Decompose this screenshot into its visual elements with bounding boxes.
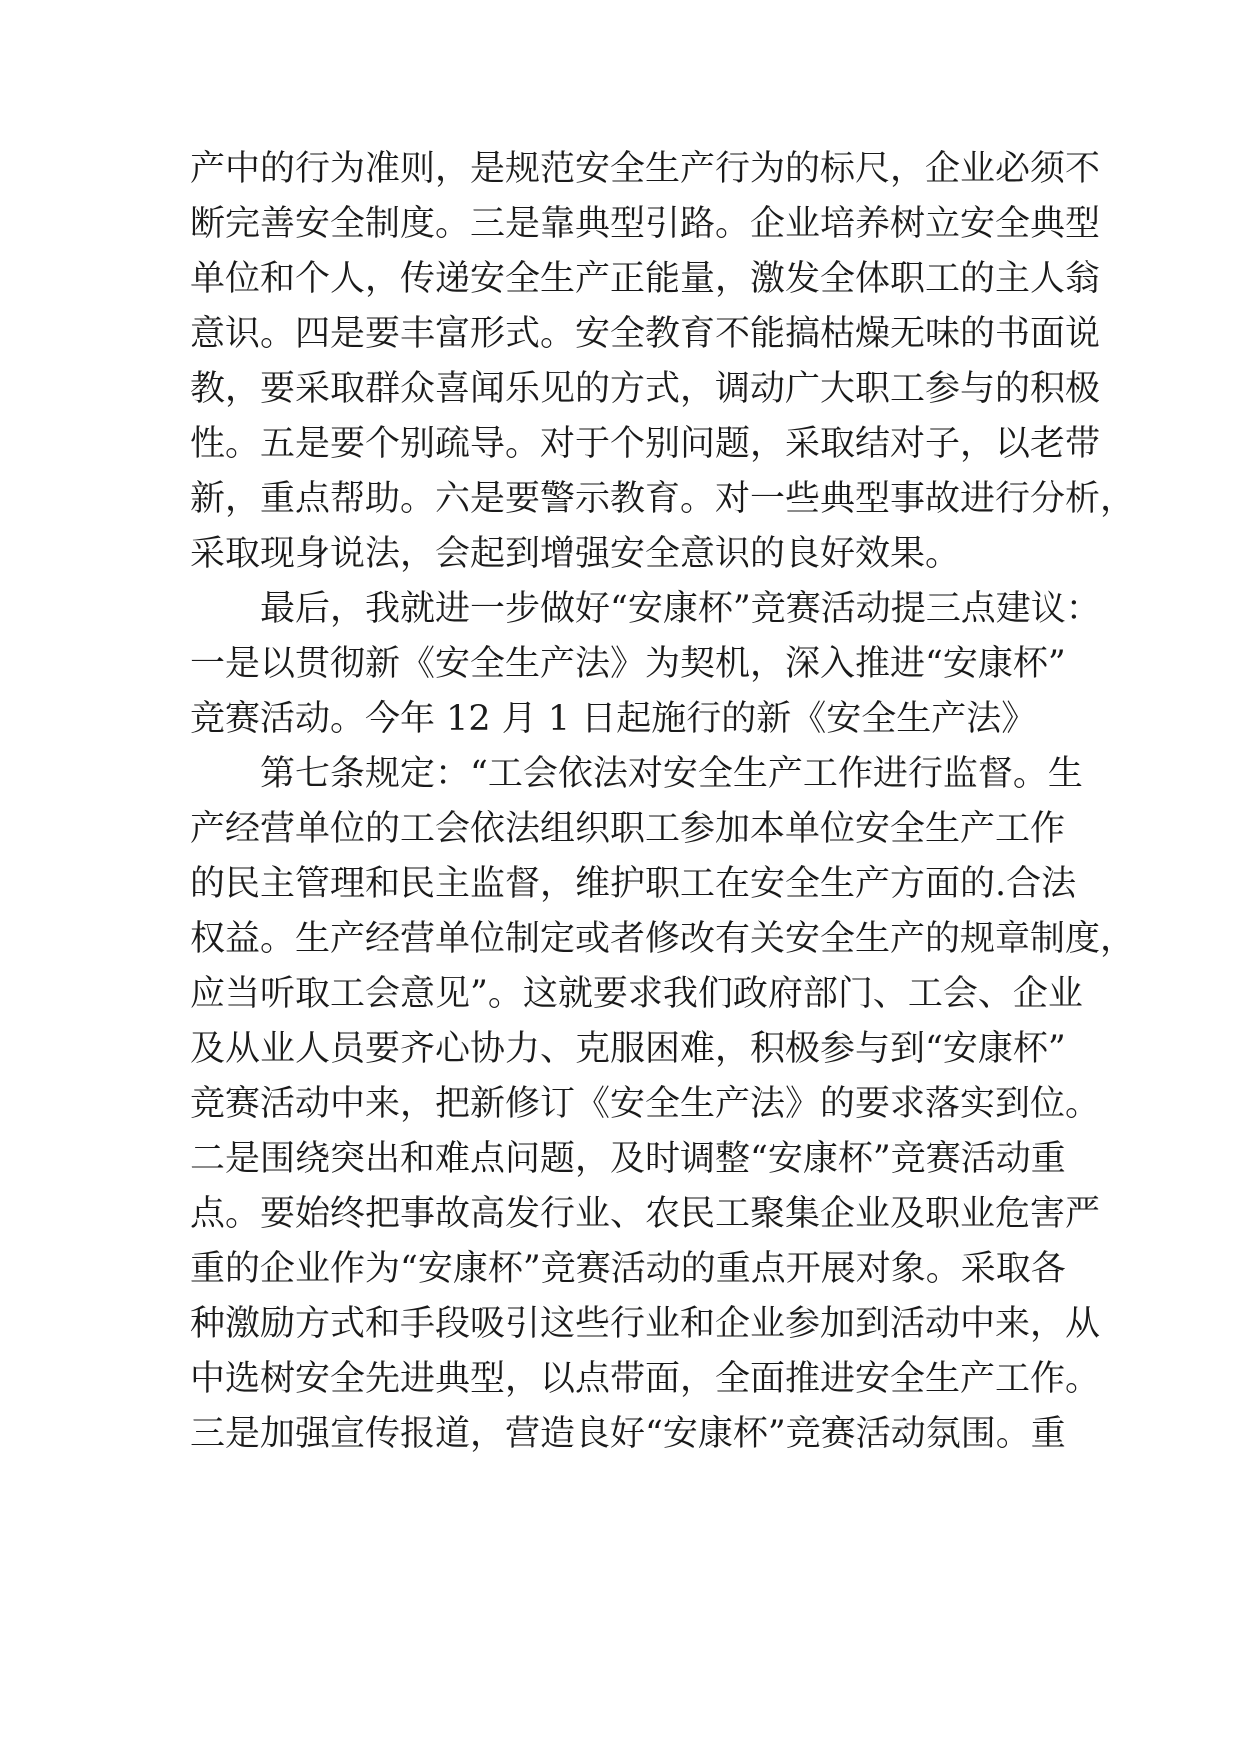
paragraph-line: 中选树安全先进典型，以点带面，全面推进安全生产工作。 [190, 1359, 1101, 1399]
paragraph-line: 性。五是要个别疏导。对于个别问题，采取结对子，以老带 [190, 424, 1101, 464]
paragraph-line: 单位和个人，传递安全生产正能量，激发全体职工的主人翁 [190, 259, 1101, 299]
paragraph-line: 最后，我就进一步做好“安康杯”竞赛活动提三点建议： [260, 589, 1101, 629]
paragraph-line: 及从业人员要齐心协力、克服困难，积极参与到“安康杯” [190, 1029, 1066, 1069]
paragraph-line: 一是以贯彻新《安全生产法》为契机，深入推进“安康杯” [190, 644, 1066, 684]
paragraph-line: 二是围绕突出和难点问题，及时调整“安康杯”竞赛活动重 [190, 1139, 1066, 1179]
paragraph-line: 竞赛活动中来，把新修订《安全生产法》的要求落实到位。 [190, 1084, 1101, 1124]
paragraph-line: 第七条规定：“工会依法对安全生产工作进行监督。生 [260, 754, 1083, 794]
paragraph-line: 产中的行为准则，是规范安全生产行为的标尺，企业必须不 [190, 149, 1101, 189]
paragraph-line: 教，要采取群众喜闻乐见的方式，调动广大职工参与的积极 [190, 369, 1101, 409]
paragraph-line: 点。要始终把事故高发行业、农民工聚集企业及职业危害严 [190, 1194, 1101, 1234]
paragraph-line: 断完善安全制度。三是靠典型引路。企业培养树立安全典型 [190, 204, 1101, 244]
paragraph-line: 新，重点帮助。六是要警示教育。对一些典型事故进行分析， [190, 479, 1136, 519]
paragraph-line: 意识。四是要丰富形式。安全教育不能搞枯燥无味的书面说 [190, 314, 1101, 354]
paragraph-line: 种激励方式和手段吸引这些行业和企业参加到活动中来，从 [190, 1304, 1101, 1344]
paragraph-line: 重的企业作为“安康杯”竞赛活动的重点开展对象。采取各 [190, 1249, 1066, 1289]
paragraph-line: 三是加强宣传报道，营造良好“安康杯”竞赛活动氛围。重 [190, 1414, 1066, 1454]
paragraph-line: 竞赛活动。今年 12 月 1 日起施行的新《安全生产法》 [190, 699, 1037, 739]
paragraph-line: 应当听取工会意见”。这就要求我们政府部门、工会、企业 [190, 974, 1083, 1014]
paragraph-line: 的民主管理和民主监督，维护职工在安全生产方面的.合法 [190, 864, 1077, 904]
paragraph-line: 权益。生产经营单位制定或者修改有关安全生产的规章制度， [190, 919, 1136, 959]
paragraph-line: 产经营单位的工会依法组织职工参加本单位安全生产工作 [190, 809, 1066, 849]
paragraph-line: 采取现身说法，会起到增强安全意识的良好效果。 [190, 534, 961, 574]
